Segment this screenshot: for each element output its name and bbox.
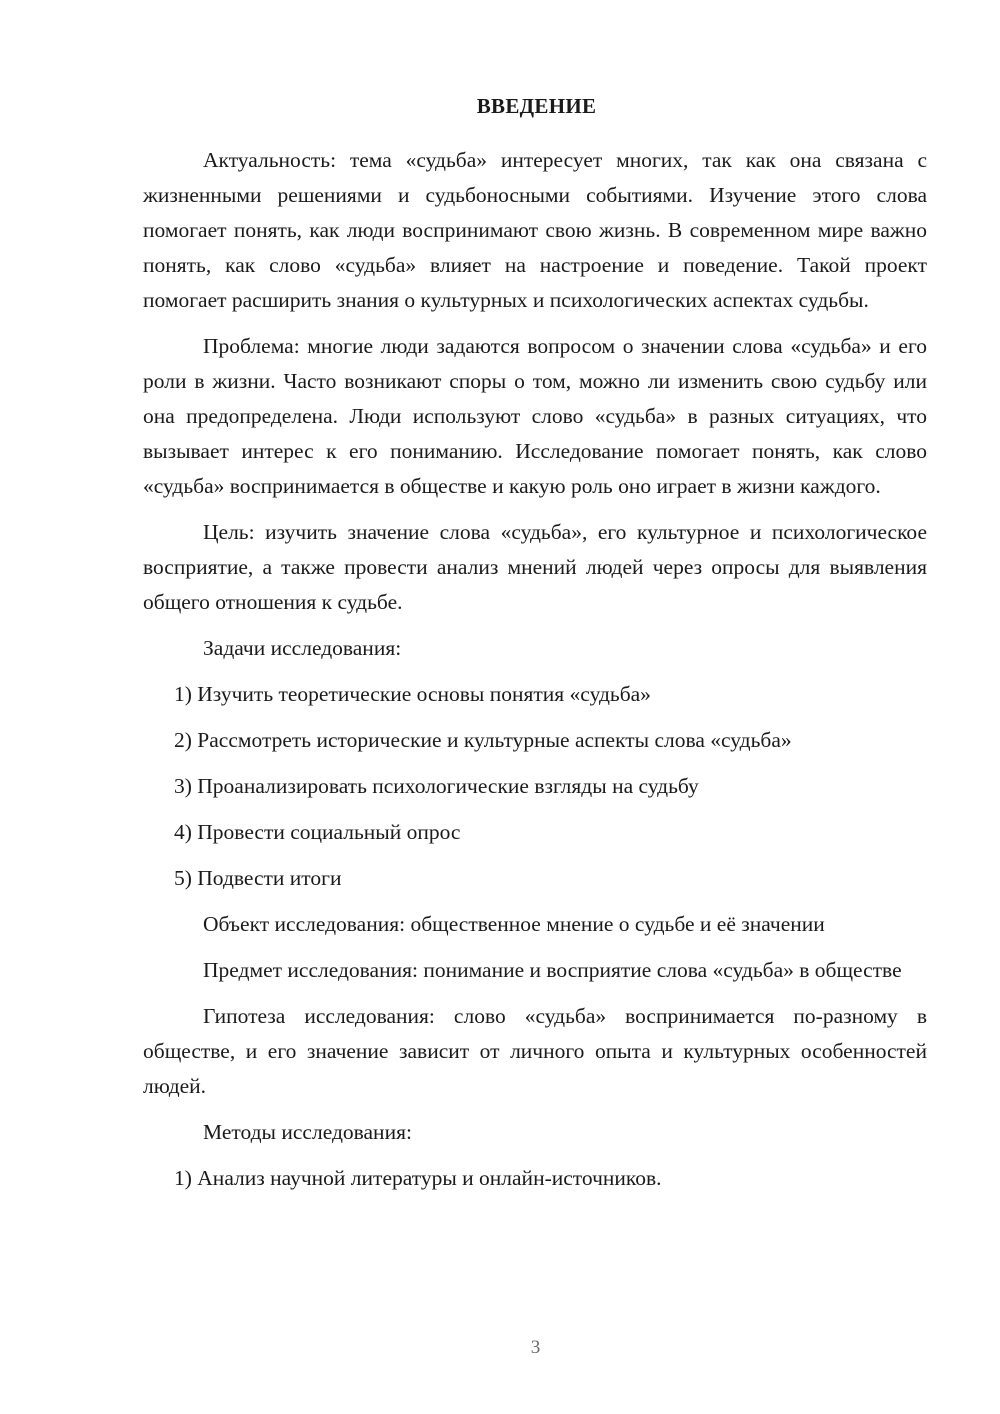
- task-item-1: 1) Изучить теоретические основы понятия «судьба»: [174, 682, 651, 706]
- research-object: Объект исследования: общественное мнение о судьбе и её значении: [203, 912, 825, 936]
- research-hypothesis: Гипотеза исследования: слово «судьба» воспринимается по-разному в обществе, и его значение зависит от личного опыта и культурных особенностей людей.: [143, 1004, 927, 1098]
- paragraph-goal: Цель: изучить значение слова «судьба», его культурное и психологическое восприятие, а также провести анализ мнений людей через опросы для выявления общего отношения к судьбе.: [143, 520, 927, 614]
- task-item-3: 3) Проанализировать психологические взгляды на судьбу: [174, 774, 699, 798]
- document-body: [143, 143, 927, 1196]
- methods-heading: Методы исследования:: [203, 1120, 412, 1144]
- paragraph-relevance: Актуальность: тема «судьба» интересует многих, так как она связана с жизненными решениями и судьбоносными событиями. Изучение этого слова помогает понять, как люди воспринимают свою жизнь. В современном мире важно понять, как слово «судьба» влияет на настроение и поведение. Такой проект помогает расширить знания о культурных и психологических аспектах судьбы.: [143, 148, 927, 312]
- paragraph-problem: Проблема: многие люди задаются вопросом о значении слова «судьба» и его роли в жизни. Часто возникают споры о том, можно ли изменить свою судьбу или она предопределена. Люди используют слово «судьба» в разных ситуациях, что вызывает интерес к его пониманию. Исследование помогает понять, как слово «судьба» воспринимается в обществе и какую роль оно играет в жизни каждого.: [143, 334, 927, 498]
- method-item-1: 1) Анализ научной литературы и онлайн-источников.: [174, 1166, 662, 1190]
- research-subject: Предмет исследования: понимание и восприятие слова «судьба» в обществе: [203, 958, 902, 982]
- task-item-5: 5) Подвести итоги: [174, 866, 342, 890]
- page-title: ВВЕДЕНИЕ: [476, 94, 597, 118]
- page-number: 3: [530, 1337, 541, 1358]
- task-item-2: 2) Рассмотреть исторические и культурные аспекты слова «судьба»: [174, 728, 792, 752]
- task-item-4: 4) Провести социальный опрос: [174, 820, 461, 844]
- tasks-heading: Задачи исследования:: [203, 636, 402, 660]
